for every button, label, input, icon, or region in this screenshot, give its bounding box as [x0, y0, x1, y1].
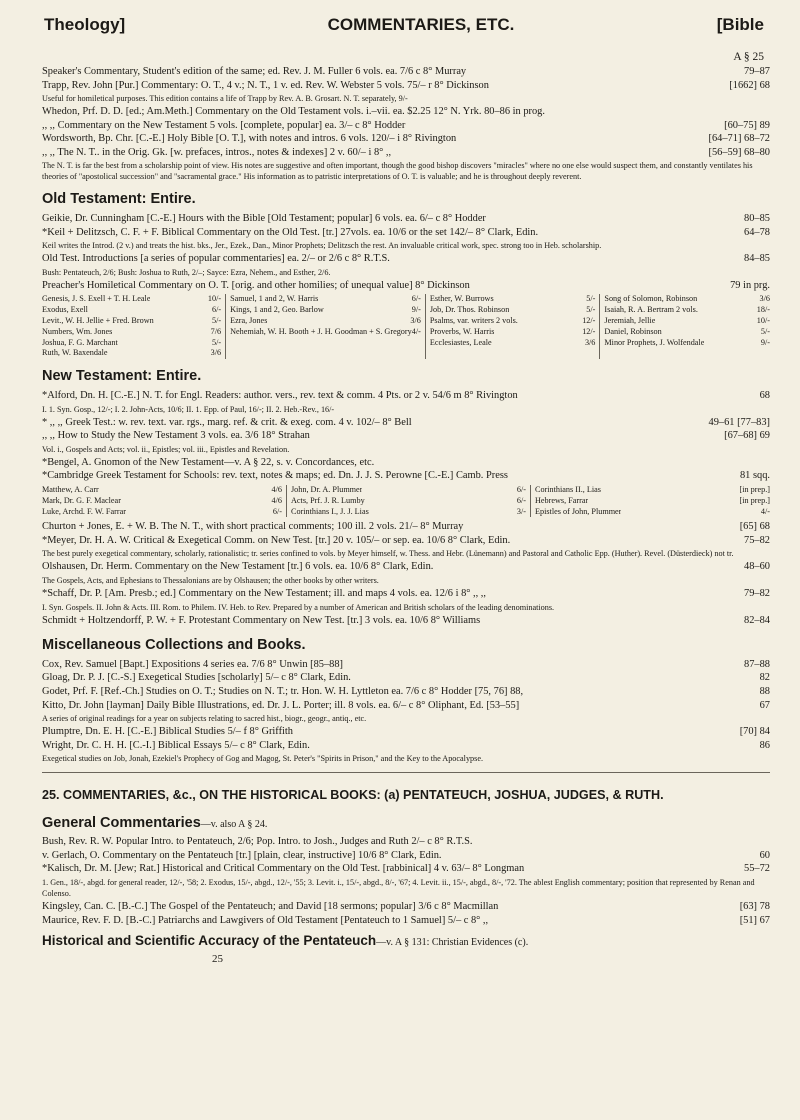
- bibliography-entry: [42, 456, 770, 470]
- entry-dates: 88: [759, 685, 770, 697]
- entry-note: Vol. i., Gospels and Acts; vol. ii., Epistles; vol. iii., Epistles and Revelation.: [42, 444, 290, 454]
- volume-price: 4/6: [271, 484, 282, 494]
- entry-text: Cox, Rev. Samuel [Bapt.] Expositions 4 series ea. 7/6 8° Unwin [85–88]: [42, 658, 344, 670]
- entry-text: Geikie, Dr. Cunningham [C.-E.] Hours with the Bible [Old Testament; popular] 6 vols. ea. 6/– c 8° Hodder: [42, 213, 486, 225]
- entry-dates: 60: [759, 849, 770, 861]
- entry-text: *Keil + Delitzsch, C. F. + F. Biblical Commentary on the Old Test. [tr.] 27vols. ea. 10/6 or the set 142/– 8° Clark, Edin.: [42, 226, 539, 238]
- entry-note: Useful for homiletical purposes. This edition contains a life of Trapp by Rev. A. B. Grosart. N. T. separately, 9/-: [42, 94, 408, 104]
- volume-title: Luke, Archd. F. W. Farrar: [42, 506, 126, 516]
- general-entries: [42, 835, 770, 927]
- entry-text: Speaker's Commentary, Student's edition of the same; ed. Rev. J. M. Fuller 6 vols. ea. 7/6 c 8° Murray: [42, 66, 467, 78]
- volume-item: [42, 485, 282, 496]
- bibliography-entry: [42, 725, 770, 739]
- entry-dates: 86: [759, 739, 770, 751]
- volume-item: [42, 294, 221, 305]
- volume-item: [430, 327, 596, 338]
- entry-text: Godet, Prf. F. [Ref.-Ch.] Studies on O. T.; Studies on N. T.; tr. Hon. W. H. Lyttleton ea. 7/6 c 8° Hodder [75, 76] 88,: [42, 685, 524, 697]
- volume-title: Corinthians II., Lias: [535, 484, 601, 494]
- misc-heading: Miscellaneous Collections and Books.: [42, 637, 306, 654]
- entry-text: Schmidt + Holtzendorff, P. W. + F. Protestant Commentary on New Test. [tr.] 3 vols. ea. 10/6 8° Williams: [42, 614, 481, 626]
- volume-title: Levit., W. H. Jellie + Fred. Brown: [42, 316, 154, 325]
- entry-text: *Kalisch, Dr. M. [Jew; Rat.] Historical and Critical Commentary on the Old Test. [rabbinical] 4 v. 63/– 8° Longman: [42, 863, 525, 875]
- bibliography-entry: [42, 416, 770, 430]
- volume-item: [430, 316, 596, 327]
- volume-item: [42, 348, 221, 359]
- entry-note: 1. Gen., 18/-, abgd. for general reader, 12/-, '58; 2. Exodus, 15/-, abgd., 12/-, '55; 3. Levit. i., 15/-, abgd., 8/-, '67; 4. Levit. ii., 15/-, abgd., 8/-, '72. The ablest English commentary; position that represented by Renan and Colenso.: [42, 877, 755, 898]
- entry-note: The N. T. is far the best from a scholarship point of view. His notes are suggestive and often important, though the good bishop discovers "miracles" where no one else would suspect them, and constantly ventilates his theories of "apostolical succession" and "sacramental grace." His information as to patristic interpretations of O. T. is valuable; and he is throughout deeply reverent.: [42, 161, 753, 182]
- volume-item: [604, 305, 770, 316]
- volume-item: [230, 316, 421, 327]
- general-commentaries-title: General Commentaries: [42, 814, 201, 831]
- volume-title: Job, Dr. Thos. Robinson: [429, 305, 510, 315]
- volume-price: 3/6: [759, 294, 770, 304]
- section-25-heading: 25. COMMENTARIES, &c., ON THE HISTORICAL BOOKS: (a) PENTATEUCH, JOSHUA, JUDGES, & RUTH.: [42, 788, 664, 803]
- entry-dates: 79 in prg.: [730, 279, 770, 291]
- volume-title: Proverbs, W. Harris: [429, 326, 495, 336]
- ot-entries: [42, 212, 770, 292]
- entry-note: Bush: Pentateuch, 2/6; Bush: Joshua to Ruth, 2/–; Sayce: Ezra, Nehem., and Esther, 2/6.: [42, 267, 331, 277]
- volume-title: Isaiah, R. A. Bertram 2 vols.: [604, 305, 698, 315]
- volume-item: [604, 327, 770, 338]
- bibliography-entry: [42, 65, 770, 79]
- entry-dates: [70] 84: [739, 726, 770, 738]
- header-left: Theology]: [44, 15, 126, 34]
- bibliography-entry: [42, 914, 770, 928]
- bibliography-entry: [42, 587, 770, 601]
- entry-dates: [64–71] 68–72: [708, 133, 770, 145]
- volume-title: John, Dr. A. Plummer: [291, 484, 363, 494]
- volume-price: 5/-: [586, 305, 596, 315]
- entry-dates: 49–61 [77–83]: [708, 416, 770, 428]
- volume-price: 4/-: [760, 506, 770, 516]
- volume-price: [in prep.]: [739, 495, 770, 505]
- volume-title: Genesis, J. S. Exell + T. H. Leale: [42, 294, 151, 304]
- entry-text: *Alford, Dn. H. [C.-E.] N. T. for Engl. Readers: author. vers., rev. text & comm. 4 Pts. or 2 v. 54/6 m 8° Rivington: [42, 390, 518, 402]
- bibliography-entry: [42, 534, 770, 548]
- entry-dates: [63] 78: [739, 901, 770, 913]
- volume-title: Matthew, A. Carr: [42, 484, 99, 494]
- bibliography-entry: [42, 671, 770, 685]
- header-center: COMMENTARIES, ETC.: [327, 15, 515, 34]
- bibliography-entry: [42, 469, 770, 483]
- entry-note: Exegetical studies on Job, Jonah, Ezekiel's Prophecy of Gog and Magog, St. Peter's "Spirits in Prison," and the Key to the Apocalypse.: [42, 754, 484, 764]
- bibliography-entry: [42, 389, 770, 403]
- entry-text: Churton + Jones, E. + W. B. The N. T., with short practical comments; 100 ill. 2 vols. 21/– 8° Murray: [42, 521, 464, 533]
- bibliography-entry: [42, 212, 770, 226]
- bibliography-entry: [42, 226, 770, 240]
- volume-title: Hebrews, Farrar: [535, 495, 589, 505]
- volume-price: 5/-: [211, 316, 222, 325]
- volume-price: 5/-: [211, 337, 222, 347]
- bibliography-entry: [42, 685, 770, 699]
- volume-price: 4/6: [271, 495, 282, 505]
- volume-price: 9/-: [760, 337, 770, 347]
- entry-note: Keil writes the Introd. (2 v.) and treats the hist. bks., Jer., Ezek., Dan., Minor Prophets; Delitzsch the rest. An invaluable critical work, spec. strong too in Heb. scholarship.: [42, 241, 602, 251]
- entry-dates: 82–84: [744, 614, 770, 626]
- entry-dates: 80–85: [744, 213, 770, 225]
- entry-text: Maurice, Rev. F. D. [B.-C.] Patriarchs and Lawgivers of Old Testament [Pentateuch to 1 Samuel] 5/– c 8° ,,: [42, 914, 489, 926]
- volume-price: [in prep.]: [739, 484, 770, 494]
- entry-text: Gloag, Dr. P. J. [C.-S.] Exegetical Studies [scholarly] 5/– c 8° Clark, Edin.: [42, 672, 351, 684]
- volume-item: [42, 305, 221, 316]
- running-header: [42, 14, 770, 36]
- volume-price: 18/-: [756, 305, 770, 315]
- volume-column: [530, 485, 770, 517]
- bibliography-entry: [42, 520, 770, 534]
- volume-title: Corinthians I., J. J. Lias: [291, 506, 369, 516]
- volume-item: [42, 316, 221, 327]
- entry-text: v. Gerlach, O. Commentary on the Pentateuch [tr.] [plain, clear, instructive] 10/6 8° Clark, Edin.: [42, 849, 442, 861]
- volume-price: 6/-: [516, 495, 526, 505]
- volume-item: [604, 294, 770, 305]
- volume-title: Samuel, 1 and 2, W. Harris: [230, 294, 319, 304]
- entry-dates: 75–82: [744, 534, 770, 546]
- volume-item: [42, 338, 221, 349]
- volume-price: 12/-: [582, 326, 596, 336]
- general-commentaries-crossref: —v. also A § 24.: [200, 818, 268, 830]
- volume-price: 6/-: [411, 294, 421, 304]
- volume-price: 3/6: [410, 316, 421, 325]
- ot-homiletical-columns: [42, 294, 770, 359]
- volume-title: Minor Prophets, J. Wolfendale: [604, 337, 705, 347]
- volume-title: Jeremiah, Jellie: [604, 316, 656, 325]
- volume-price: 3/6: [584, 337, 596, 347]
- entry-note: I. Syn. Gospels. II. John & Acts. III. Rom. to Philem. IV. Heb. to Rev. Prepared by a number of American and British scholars of the leading denominations.: [42, 602, 555, 612]
- bibliography-entry: [42, 79, 770, 93]
- entry-dates: 79–82: [744, 588, 770, 600]
- entry-text: Whedon, Prf. D. D. [ed.; Am.Meth.] Commentary on the Old Testament vols. i.–vii. ea. $2.25 12° N. Yrk. 80–86 in prog.: [42, 106, 545, 118]
- volume-item: [291, 485, 526, 496]
- section-reference: A § 25: [733, 51, 764, 64]
- bibliography-entry: [42, 105, 770, 119]
- volume-item: [230, 294, 421, 305]
- volume-title: Song of Solomon, Robinson: [604, 294, 698, 304]
- entry-text: ,, ,, How to Study the New Testament 3 vols. ea. 3/6 18° Strahan: [42, 430, 310, 442]
- volume-price: 6/-: [211, 305, 222, 315]
- volume-title: Exodus, Exell: [42, 305, 88, 315]
- nt-heading: New Testament: Entire.: [42, 368, 202, 385]
- entry-dates: [51] 67: [739, 914, 770, 926]
- entry-text: ,, ,, Commentary on the New Testament 5 vols. [complete, popular] ea. 3/– c 8° Hodder: [42, 119, 406, 131]
- volume-item: [535, 507, 770, 518]
- volume-column: [286, 485, 526, 517]
- entry-dates: 87–88: [744, 658, 770, 670]
- volume-column: [42, 294, 221, 359]
- volume-price: 10/-: [756, 316, 770, 325]
- volume-price: 6/-: [272, 506, 282, 516]
- bibliography-entry: [42, 279, 770, 293]
- bibliography-entry: [42, 429, 770, 443]
- entry-text: Olshausen, Dr. Herm. Commentary on the New Testament [tr.] 6 vols. ea. 10/6 8° Clark, Edin.: [42, 561, 434, 573]
- entry-text: Preacher's Homiletical Commentary on O. T. [orig. and other homilies; of unequal value] 8° Dickinson: [42, 279, 470, 291]
- bibliography-entry: [42, 862, 770, 876]
- volume-item: [604, 316, 770, 327]
- entry-dates: 68: [759, 390, 770, 402]
- entry-text: Wright, Dr. C. H. H. [C.-I.] Biblical Essays 5/– c 8° Clark, Edin.: [42, 739, 310, 751]
- volume-price: 10/-: [207, 294, 222, 304]
- volume-title: Kings, 1 and 2, Geo. Barlow: [230, 305, 324, 315]
- entry-dates: 67: [759, 699, 770, 711]
- entry-dates: 64–78: [744, 226, 770, 238]
- bibliography-entry: [42, 699, 770, 713]
- entry-dates: 84–85: [744, 253, 770, 265]
- bibliography-entry: [42, 835, 770, 849]
- volume-title: Esther, W. Burrows: [429, 294, 494, 304]
- entry-text: Wordsworth, Bp. Chr. [C.-E.] Holy Bible [O. T.], with notes and intros. 6 vols. 120/– i 8° Rivington: [42, 133, 457, 145]
- section-divider: [42, 772, 770, 773]
- volume-title: Numbers, Wm. Jones: [42, 326, 113, 336]
- entry-dates: 82: [759, 672, 770, 684]
- volume-price: 4/-: [411, 326, 421, 336]
- bibliography-entry: [42, 146, 770, 160]
- entry-text: *Bengel, A. Gnomon of the New Testament—v. A § 22, s. v. Concordances, etc.: [42, 456, 375, 468]
- volume-title: Nehemiah, W. H. Booth + J. H. Goodman + S. Gregory: [230, 326, 412, 336]
- volume-title: Joshua, F. G. Marchant: [42, 337, 118, 347]
- volume-price: 5/-: [586, 294, 596, 304]
- bibliography-entry: [42, 614, 770, 628]
- entry-text: Trapp, Rev. John [Pur.] Commentary: O. T., 4 v.; N. T., 1 v. ed. Rev. W. Webster 5 vols. 75/– r 8° Dickinson: [42, 79, 489, 91]
- entry-dates: [1662] 68: [729, 79, 770, 91]
- accuracy-heading: [42, 932, 770, 950]
- volume-title: Ruth, W. Baxendale: [42, 348, 108, 358]
- volume-column: [225, 294, 421, 359]
- volume-title: Psalms, var. writers 2 vols.: [429, 316, 518, 325]
- entry-text: * ,, ,, Greek Test.: w. rev. text. var. rgs., marg. ref. & crit. & exeg. com. 4 v. 102/– 8° Bell: [42, 416, 412, 428]
- volume-item: [535, 496, 770, 507]
- general-commentaries-heading: [42, 814, 770, 833]
- entry-text: *Meyer, Dr. H. A. W. Critical & Exegetical Comm. on New Test. [tr.] 20 v. 105/– or sep. ea. 10/6 8° Clark, Edin.: [42, 534, 511, 546]
- bibliography-entry: [42, 739, 770, 753]
- volume-item: [604, 338, 770, 349]
- volume-title: Daniel, Robinson: [604, 326, 662, 336]
- volume-item: [230, 305, 421, 316]
- volume-price: 9/-: [411, 305, 421, 315]
- entry-dates: 48–60: [744, 561, 770, 573]
- bibliography-entry: [42, 119, 770, 133]
- volume-item: [430, 305, 596, 316]
- nt-cambridge-columns: [42, 485, 770, 517]
- entry-text: Old Test. Introductions [a series of popular commentaries] ea. 2/– or 2/6 c 8° R.T.S.: [42, 253, 390, 265]
- volume-item: [535, 485, 770, 496]
- nt-entries: [42, 389, 770, 483]
- volume-item: [230, 327, 421, 338]
- bibliography-entry: [42, 900, 770, 914]
- entry-dates: 79–87: [744, 66, 770, 78]
- entry-note: The best purely exegetical commentary, scholarly, rationalistic; tr. series confined to vols. by Meyer himself, w. Thess. and Hebr. (Lünemann) and Pastoral and Catholic Epp. (Huther). Revel. (Düsterdieck) not tr.: [42, 549, 734, 559]
- entry-text: Kingsley, Can. C. [B.-C.] The Gospel of the Pentateuch; and David [18 sermons; popular] 3/6 c 8° Macmillan: [42, 901, 499, 913]
- volume-price: 7/6: [210, 326, 222, 336]
- entry-text: Plumptre, Dn. E. H. [C.-E.] Biblical Studies 5/– f 8° Griffith: [42, 726, 294, 738]
- volume-title: Ezra, Jones: [230, 316, 268, 325]
- volume-item: [42, 507, 282, 518]
- accuracy-title: Historical and Scientific Accuracy of the Pentateuch: [42, 933, 377, 949]
- entry-dates: [67–68] 69: [724, 430, 770, 442]
- entry-dates: [65] 68: [739, 521, 770, 533]
- volume-price: 3/6: [210, 348, 222, 358]
- entry-text: *Cambridge Greek Testament for Schools: rev. text, notes & maps; ed. Dn. J. J. S. Perowne [C.-E.] Camb. Press: [42, 470, 508, 482]
- volume-column: [599, 294, 770, 359]
- entry-dates: 81 sqq.: [739, 470, 770, 482]
- volume-title: Acts, Prf. J. R. Lumby: [291, 495, 365, 505]
- nt-entries-continued: [42, 520, 770, 627]
- bibliography-entry: [42, 252, 770, 266]
- volume-title: Ecclesiastes, Leale: [429, 337, 492, 347]
- volume-item: [42, 496, 282, 507]
- entry-dates: 55–72: [744, 863, 770, 875]
- bibliography-entry: [42, 132, 770, 146]
- entry-note: I. 1. Syn. Gosp., 12/-; I. 2. John-Acts, 10/6; II. 1. Epp. of Paul, 16/-; II. 2. Heb.-Rev., 16/-: [42, 404, 335, 414]
- volume-price: 6/-: [516, 484, 526, 494]
- entry-note: A series of original readings for a year on subjects relating to sacred hist., biogr., geogr., antiq., etc.: [42, 714, 367, 724]
- volume-item: [430, 294, 596, 305]
- volume-column: [42, 485, 282, 517]
- entry-dates: [56–59] 68–80: [708, 146, 770, 158]
- volume-item: [291, 507, 526, 518]
- volume-item: [42, 327, 221, 338]
- bibliography-entry: [42, 849, 770, 863]
- volume-column: [425, 294, 596, 359]
- entry-note: The Gospels, Acts, and Ephesians to Thessalonians are by Olshausen; the other books by other writers.: [42, 575, 379, 585]
- intro-entries: [42, 65, 770, 182]
- entry-text: *Schaff, Dr. P. [Am. Presb.; ed.] Commentary on the New Testament; ill. and maps 4 vols. ea. 12/6 i 8° ,, ,,: [42, 588, 487, 600]
- header-right: [Bible: [716, 15, 764, 34]
- volume-title: Epistles of John, Plummer: [535, 506, 622, 516]
- ot-heading: Old Testament: Entire.: [42, 191, 196, 208]
- entry-text: ,, ,, The N. T.. in the Orig. Gk. [w. prefaces, intros., notes & indexes] 2 v. 60/– i 8° ,,: [42, 146, 392, 158]
- volume-price: 5/-: [760, 326, 770, 336]
- volume-item: [291, 496, 526, 507]
- volume-price: 3/-: [516, 506, 526, 516]
- volume-item: [430, 338, 596, 349]
- volume-price: 12/-: [582, 316, 596, 325]
- misc-entries: [42, 658, 770, 764]
- entry-dates: [60–75] 89: [724, 119, 770, 131]
- bibliography-entry: [42, 658, 770, 672]
- bibliography-entry: [42, 560, 770, 574]
- page-number: 25: [212, 952, 223, 965]
- accuracy-crossref: —v. A § 131: Christian Evidences (c).: [376, 937, 529, 949]
- volume-title: Mark, Dr. G. F. Maclear: [42, 495, 121, 505]
- entry-text: Bush, Rev. R. W. Popular Intro. to Pentateuch, 2/6; Pop. Intro. to Josh., Judges and Ruth 2/– c 8° R.T.S.: [42, 836, 473, 848]
- entry-text: Kitto, Dr. John [layman] Daily Bible Illustrations, ed. Dr. J. L. Porter; ill. 8 vols. ea. 6/– c 8° Oliphant, Ed. [53–55]: [42, 699, 520, 711]
